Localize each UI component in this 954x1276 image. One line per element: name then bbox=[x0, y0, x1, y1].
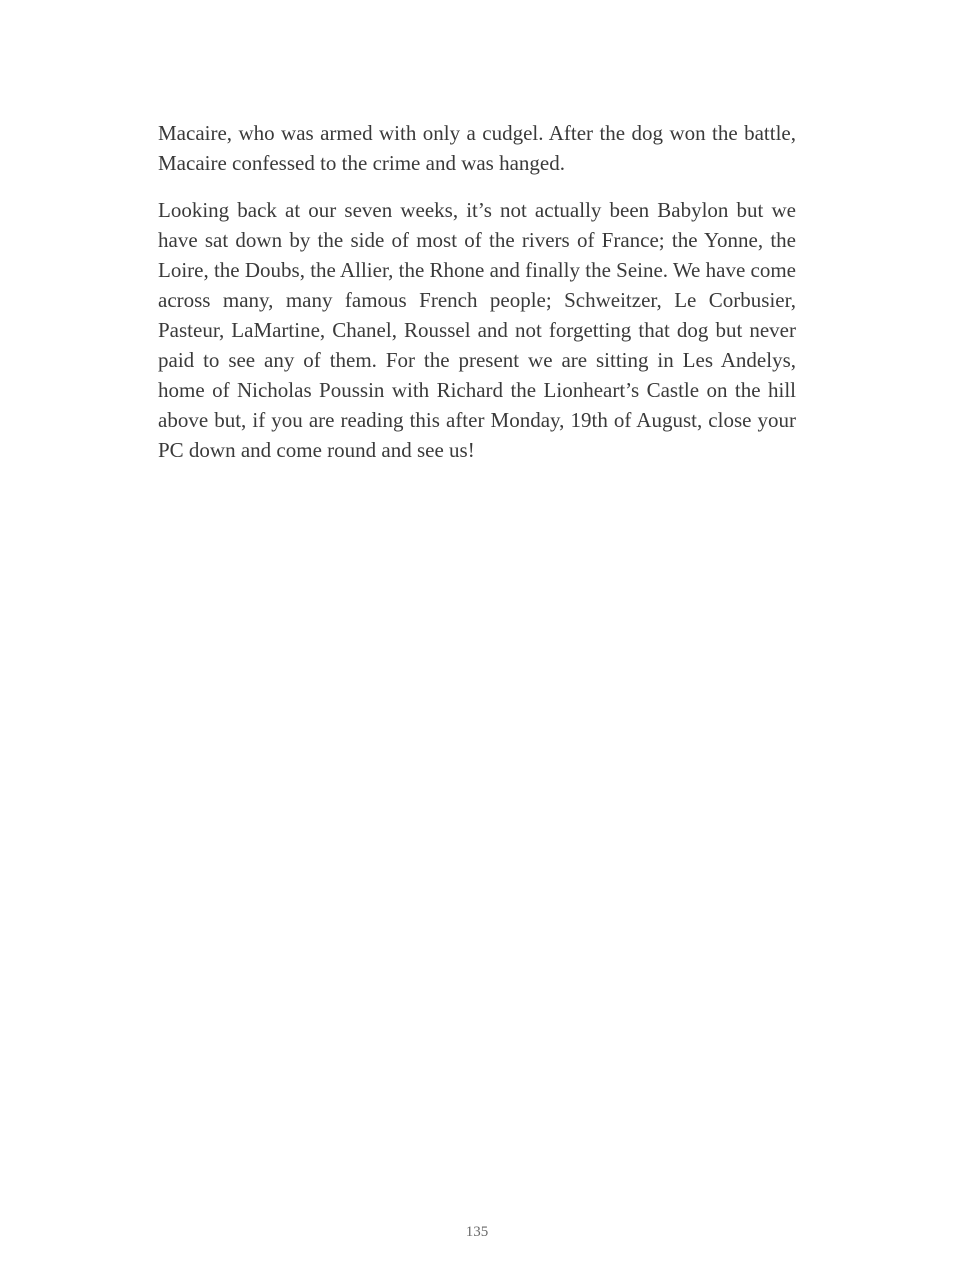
body-text bbox=[158, 118, 796, 482]
page-number: 135 bbox=[465, 1224, 489, 1240]
paragraph-1: Macaire, who was armed with only a cudgel. After the dog won the battle, Macaire confessed to the crime and was hanged. bbox=[158, 121, 796, 175]
paragraph-2: Looking back at our seven weeks, it’s not actually been Babylon but we have sat down by the side of most of the rivers of France; the Yonne, the Loire, the Doubs, the Allier, the Rhone and finally the Seine. We have come across many, many famous French people; Schweitzer, Le Corbusier, Pasteur, LaMartine, Chanel, Roussel and not forgetting that dog but never paid to see any of them. For the present we are sitting in Les Andelys, home of Nicholas Poussin with Richard the Lionheart’s Castle on the hill above but, if you are reading this after Monday, 19th of August, close your PC down and come round and see us! bbox=[158, 198, 796, 462]
